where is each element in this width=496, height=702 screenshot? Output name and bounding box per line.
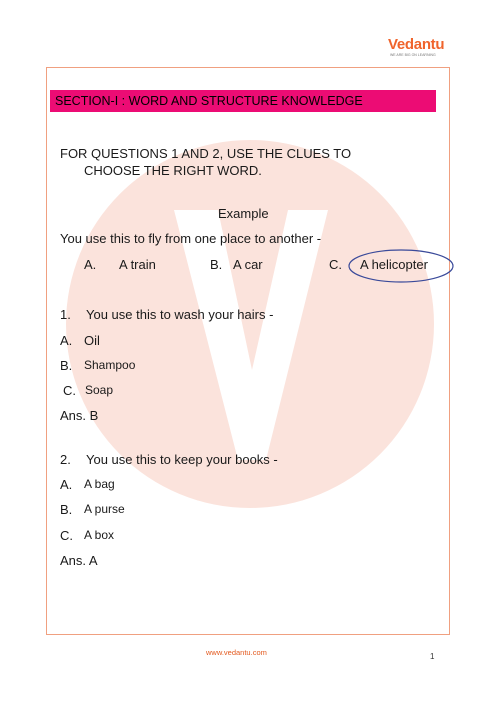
example-option-a-letter: A.: [84, 257, 97, 272]
question-1-option-a-letter: A.: [60, 333, 73, 348]
example-option-c-letter: C.: [329, 257, 342, 272]
example-option-c-text: A helicopter: [360, 257, 428, 272]
example-option-a-text: A train: [119, 257, 156, 272]
question-2-answer: Ans. A: [60, 553, 98, 568]
question-2-clue: You use this to keep your books -: [86, 452, 278, 467]
question-1-option-b-letter: B.: [60, 358, 73, 373]
answer-circle-mark: [348, 249, 454, 283]
footer-website-link[interactable]: www.vedantu.com: [206, 648, 267, 657]
question-1-number: 1.: [60, 307, 71, 322]
page-number: 1: [430, 652, 435, 661]
section-title: SECTION-I : WORD AND STRUCTURE KNOWLEDGE: [55, 94, 363, 108]
logo-tagline: WE ARE BIG ON LEARNING: [390, 53, 436, 57]
question-1-option-c-text: Soap: [85, 383, 114, 397]
section-heading-bar: [50, 90, 436, 112]
example-option-b-letter: B.: [210, 257, 223, 272]
question-2-option-b-text: A purse: [84, 502, 125, 516]
example-option-b-text: A car: [233, 257, 263, 272]
question-1-option-a-text: Oil: [84, 333, 100, 348]
logo-wordmark: Vedantu: [388, 36, 445, 53]
question-2-number: 2.: [60, 452, 71, 467]
question-1-clue: You use this to wash your hairs -: [86, 307, 274, 322]
question-2-option-c-text: A box: [84, 528, 115, 542]
question-2-option-c-letter: C.: [60, 528, 73, 543]
question-2-option-a-text: A bag: [84, 477, 115, 491]
question-1-answer: Ans. B: [60, 408, 99, 423]
instructions-line-1: FOR QUESTIONS 1 AND 2, USE THE CLUES TO: [60, 146, 352, 161]
instructions-line-2: CHOOSE THE RIGHT WORD.: [84, 163, 262, 178]
example-heading: Example: [218, 206, 269, 221]
question-1-option-c-letter: C.: [63, 383, 76, 398]
example-clue: You use this to fly from one place to another -: [60, 231, 322, 246]
question-1-option-b-text: Shampoo: [84, 358, 136, 372]
question-2-option-a-letter: A.: [60, 477, 73, 492]
question-2-option-b-letter: B.: [60, 502, 73, 517]
vedantu-logo: [384, 36, 446, 58]
